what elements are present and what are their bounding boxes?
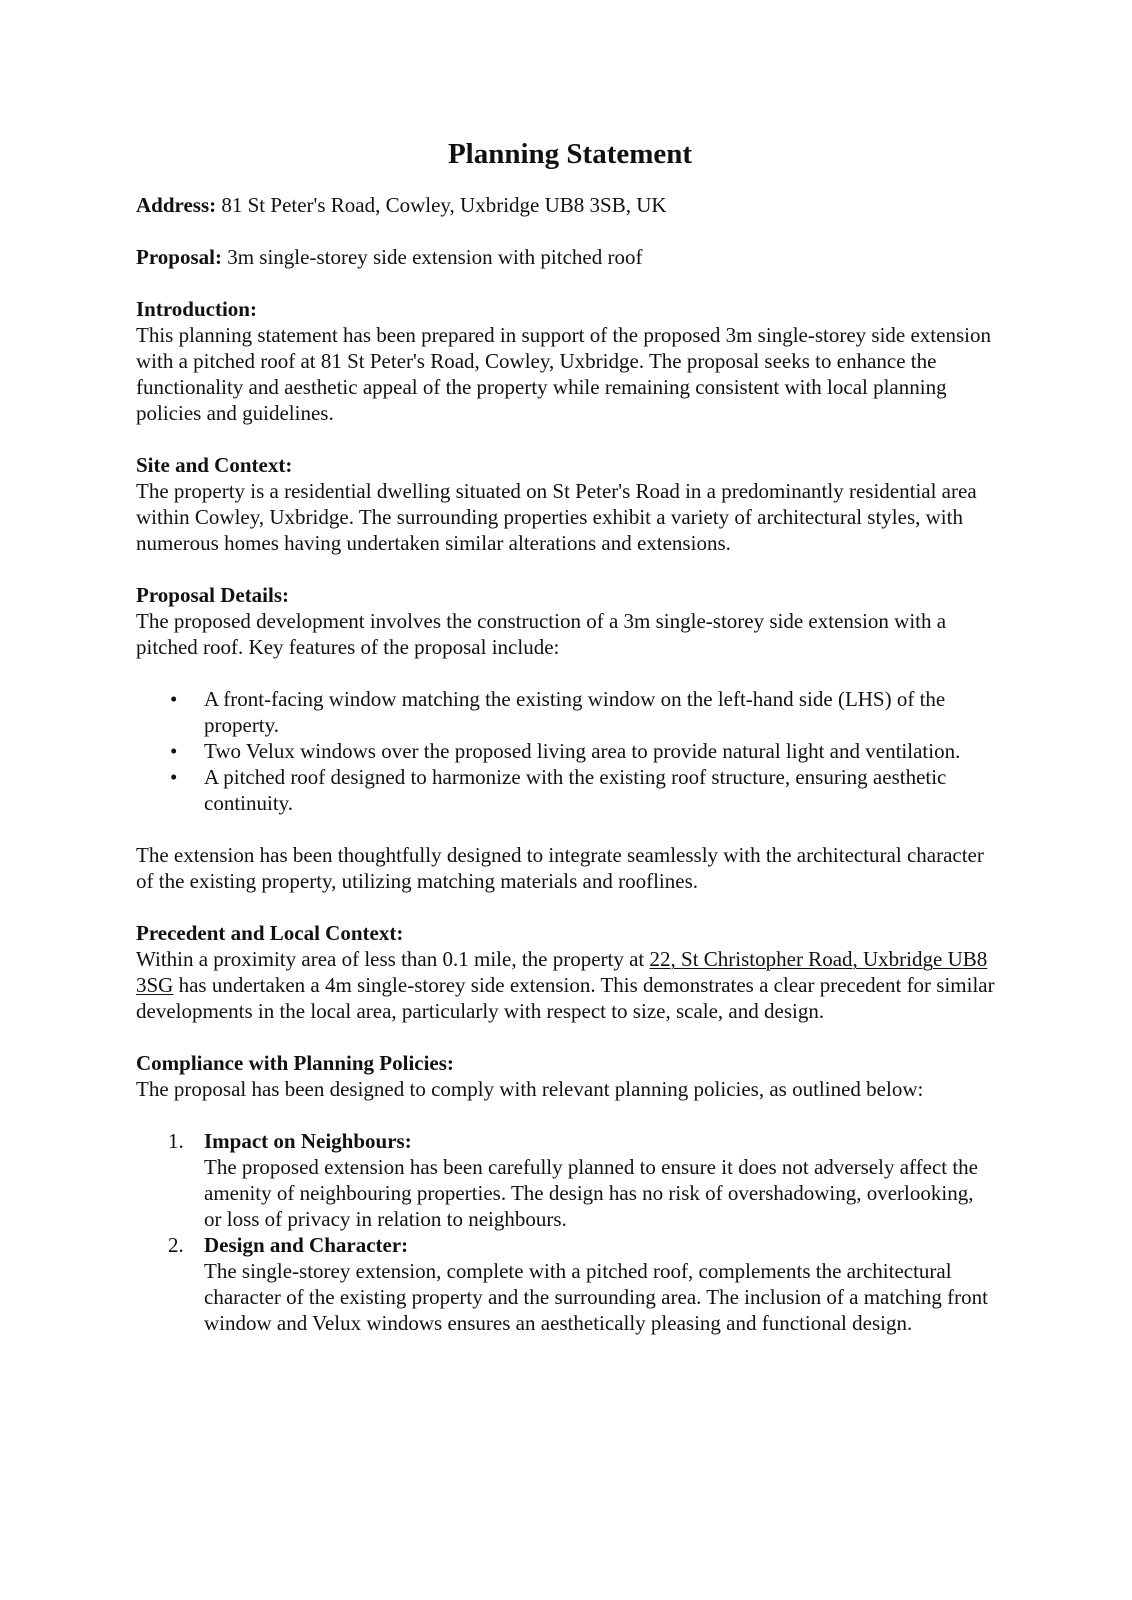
feature-list (136, 686, 996, 816)
address-line (136, 192, 996, 218)
compliance-intro: The proposal has been designed to comply with relevant planning policies, as outlined below: (136, 1077, 924, 1101)
proposal-details-intro: The proposed development involves the construction of a 3m single-storey side extension with a pitched roof. Key features of the proposal include: (136, 609, 947, 659)
precedent-section (136, 920, 996, 1024)
site-context-text: The property is a residential dwelling situated on St Peter's Road in a predominantly residential area within Cowley, Uxbridge. The surrounding properties exhibit a variety of architectural styles, with numerous homes having undertaken similar alterations and extensions. (136, 479, 977, 555)
policy-number: 2. (168, 1233, 184, 1257)
site-context-section (136, 452, 996, 556)
proposal-value: 3m single-storey side extension with pitched roof (221, 245, 643, 269)
feature-text: A front-facing window matching the existing window on the left-hand side (LHS) of the property. (204, 687, 946, 737)
precedent-text (136, 946, 996, 1024)
list-item (136, 686, 996, 738)
proposal-details-section (136, 582, 996, 894)
introduction-section (136, 296, 996, 426)
address-value: 81 St Peter's Road, Cowley, Uxbridge UB8 3SB, UK (216, 193, 667, 217)
policy-text: The single-storey extension, complete with a pitched roof, complements the architectural character of the existing property and the surrounding area. The inclusion of a matching front window and Velux windows ensures an aesthetically pleasing and functional design. (204, 1259, 988, 1335)
bullet-icon: • (170, 765, 178, 789)
proposal-details-closing: The extension has been thoughtfully designed to integrate seamlessly with the architectural character of the existing property, utilizing matching materials and rooflines. (136, 843, 984, 893)
page-title: Planning Statement (447, 138, 693, 170)
feature-text: Two Velux windows over the proposed living area to provide natural light and ventilation. (204, 739, 961, 763)
feature-text: A pitched roof designed to harmonize with the existing roof structure, ensuring aesthetic continuity. (204, 765, 947, 815)
compliance-section (136, 1050, 996, 1336)
proposal-label: Proposal: (136, 245, 222, 269)
proposal-details-heading: Proposal Details: (136, 583, 290, 607)
policy-title: Design and Character: (204, 1233, 409, 1257)
list-item (136, 764, 996, 816)
introduction-heading: Introduction: (136, 297, 257, 321)
policy-title: Impact on Neighbours: (204, 1129, 412, 1153)
policy-text: The proposed extension has been carefully planned to ensure it does not adversely affect the amenity of neighbouring properties. The design has no risk of overshadowing, overlooking, or loss of privacy in relation to neighbours. (204, 1155, 979, 1231)
policy-list (136, 1128, 996, 1336)
list-item (136, 1232, 996, 1336)
compliance-heading: Compliance with Planning Policies: (136, 1051, 454, 1075)
address-label: Address: (136, 193, 217, 217)
bullet-icon: • (170, 687, 178, 711)
list-item (136, 738, 996, 764)
list-item (136, 1128, 996, 1232)
precedent-text-after: has undertaken a 4m single-storey side extension. This demonstrates a clear precedent for similar developments in the local area, particularly with respect to size, scale, and design. (136, 973, 995, 1023)
proposal-line (136, 244, 996, 270)
introduction-text: This planning statement has been prepared in support of the proposed 3m single-storey side extension with a pitched roof at 81 St Peter's Road, Cowley, Uxbridge. The proposal seeks to enhance the functionality and aesthetic appeal of the property while remaining consistent with local planning policies and guidelines. (136, 323, 991, 425)
precedent-text-before: Within a proximity area of less than 0.1 mile, the property at (136, 947, 650, 971)
document-page (136, 130, 996, 1362)
policy-number: 1. (168, 1129, 184, 1153)
precedent-address-link[interactable]: 22, St Christopher Road, Uxbridge UB8 3SG (136, 947, 988, 997)
precedent-heading: Precedent and Local Context: (136, 921, 404, 945)
bullet-icon: • (170, 739, 178, 763)
site-context-heading: Site and Context: (136, 453, 293, 477)
